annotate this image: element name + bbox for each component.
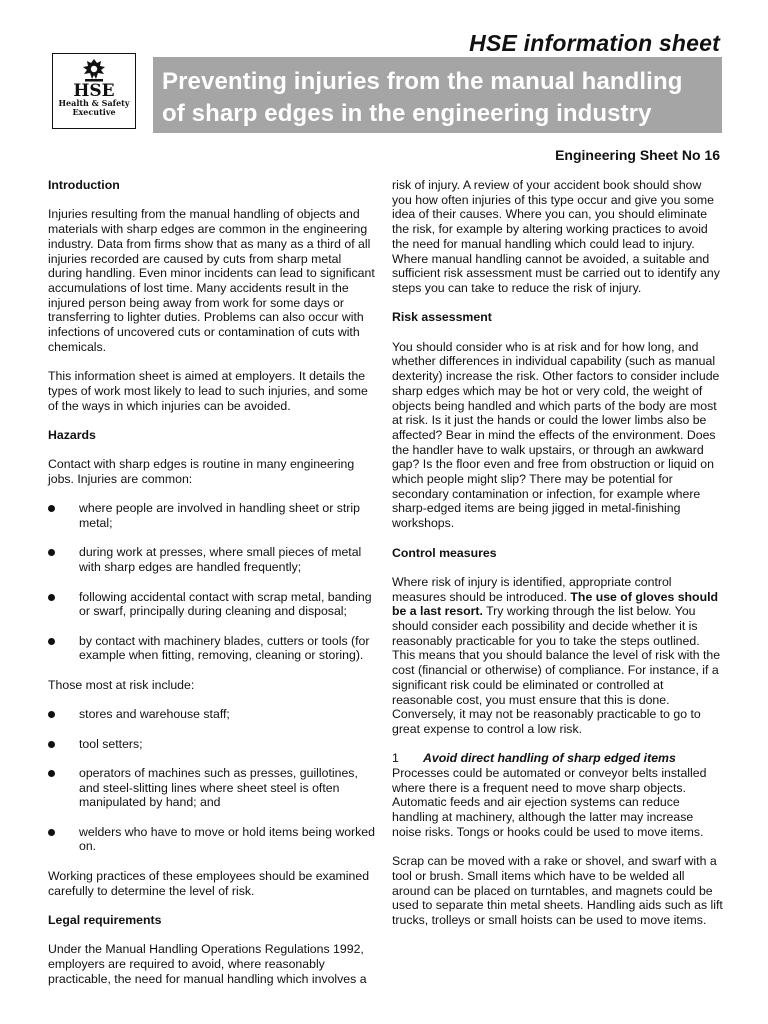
legal-heading: Legal requirements [48,912,162,927]
step-1-heading [392,751,724,766]
list-item-text: operators of machines such as presses, guillotines, and steel-slitting lines where sheet steel is often manipulated by hand; and [79,765,358,810]
risk-assessment-heading: Risk assessment [392,310,492,325]
gloves-emphasis: The use of gloves should be a last resort. [392,589,719,619]
list-item [48,737,378,752]
list-item-text: welders who have to move or hold items being worked on. [79,824,375,854]
risk-assessment-paragraph: You should consider who is at risk and for how long, and whether differences in individual capability (such as manual dexterity) increase the risk. Other factors to consider include sharp edges which may be hot or very cold, the weight of objects being handled and which parts of the body are most at risk. Is it just the hands or could the lower limbs also be affected? Bear in mind the effects of the environment. Does the handler have to walk upstairs, or through an awkward gap? Is the floor even and free from obstruction or liquid on which people might slip? There may be potential for secondary contamination or infection, for example where sharp-edged items are being jigged in metal-finishing workshops. [392,339,720,531]
control-measures-paragraph [392,575,724,737]
bullet-icon [48,711,55,718]
bullet-icon [48,829,55,836]
title-line-2: of sharp edges in the engineering industry [162,100,652,127]
legal-paragraph: Under the Manual Handling Operations Regulations 1992, employers are required to avoid, where reasonably practicable, the need for manual handling which involves a [48,942,367,986]
list-item [48,825,378,854]
practices-paragraph: Working practices of these employees should be examined carefully to determine the level of risk. [48,868,370,898]
risk-intro: Those most at risk include: [48,677,195,692]
step-1-number: 1 [392,751,399,766]
hse-logo [52,53,136,129]
list-item-text: during work at presses, where small pieces of metal with sharp edges are handled frequently; [79,545,362,575]
step-1-title: Avoid direct handling of sharp edged items [423,751,676,766]
sheet-type-label: HSE information sheet [469,30,720,56]
intro-paragraph-1: Injuries resulting from the manual handling of objects and materials with sharp edges are common in the engineering industry. Data from firms show that as many as a third of all injuries recorded are caused by cuts from sharp metal during handling. Even minor incidents can lead to significant accumulations of lost time. Many accidents result in the injured person being away from work for some days or transferring to lighter duties. Problems can also occur with infections of uncovered cuts or contamination of cuts with chemicals. [48,207,375,354]
sheet-number: Engineering Sheet No 16 [555,147,720,163]
list-item-text: by contact with machinery blades, cutters or tools (for example when fitting, removing, cleaning or storing). [79,633,370,663]
legal-paragraph-continued: risk of injury. A review of your accident book should show you how often injuries of this type occur and give you some idea of their causes. Where you can, you should eliminate the risk, for example by altering working practices to avoid the need for manual handling which could lead to injury. Where manual handling cannot be avoided, a suitable and sufficient risk assessment must be carried out to identify any steps you can take to reduce the risk of injury. [392,178,720,295]
logo-line2: Executive [72,107,116,117]
list-item-text: following accidental contact with scrap metal, banding or swarf, principally during cleaning and disposal; [79,589,372,619]
list-item-text: where people are involved in handling sheet or strip metal; [79,501,360,531]
bullet-icon [48,638,55,645]
hazards-heading: Hazards [48,427,96,442]
title-line-1: Preventing injuries from the manual handling [162,68,683,95]
list-item [48,707,378,722]
hse-crown-logo-icon [80,58,108,82]
list-item [48,590,378,619]
step-1-paragraph: Processes could be automated or conveyor belts installed where there is a frequent need to move sharp objects. Automatic feeds and air ejection systems can reduce handling at machinery, although the latter may increase noise risks. Tongs or hooks could be used to move items. [392,766,707,839]
at-risk-list [48,707,378,854]
title-banner [153,57,722,133]
bullet-icon [48,549,55,556]
control-text-after: Try working through the list below. You should consider each possibility and decide whether it is reasonably practicable for you to take the steps outlined. This means that you should balance the level of risk with the cost (financial or otherwise) of compliance. For instance, if a significant risk could be eliminated or controlled at reasonable cost, you must ensure that this is done. Conversely, it may not be reasonably practicable to go to great expense to control a low risk. [392,604,721,736]
bullet-icon [48,505,55,512]
bullet-icon [48,741,55,748]
bullet-icon [48,770,55,777]
scrap-paragraph: Scrap can be moved with a rake or shovel, and swarf with a tool or brush. Small items which have to be welded all around can be placed on turntables, and magnets could be used to separate thin metal sheets. Handling aids such as lift trucks, trolleys or small hoists can be used to move items. [392,854,723,928]
left-column [48,178,378,1001]
intro-heading: Introduction [48,178,120,192]
list-item [48,766,378,810]
intro-paragraph-2: This information sheet is aimed at employers. It details the types of work most likely to lead to such injuries, and some of the ways in which injuries can be avoided. [48,369,368,413]
list-item-text: stores and warehouse staff; [79,707,230,722]
control-text-before: Where risk of injury is identified, appropriate control measures should be introduced. [392,574,672,604]
logo-line1: Health & Safety [58,98,130,108]
list-item [48,634,378,663]
right-column [392,178,724,942]
logo-abbr: HSE [73,81,115,101]
list-item-text: tool setters; [79,736,143,751]
hazards-list [48,501,378,663]
list-item [48,545,378,574]
list-item [48,501,378,530]
control-measures-heading: Control measures [392,545,497,560]
bullet-icon [48,594,55,601]
hazards-paragraph: Contact with sharp edges is routine in many engineering jobs. Injuries are common: [48,457,355,486]
